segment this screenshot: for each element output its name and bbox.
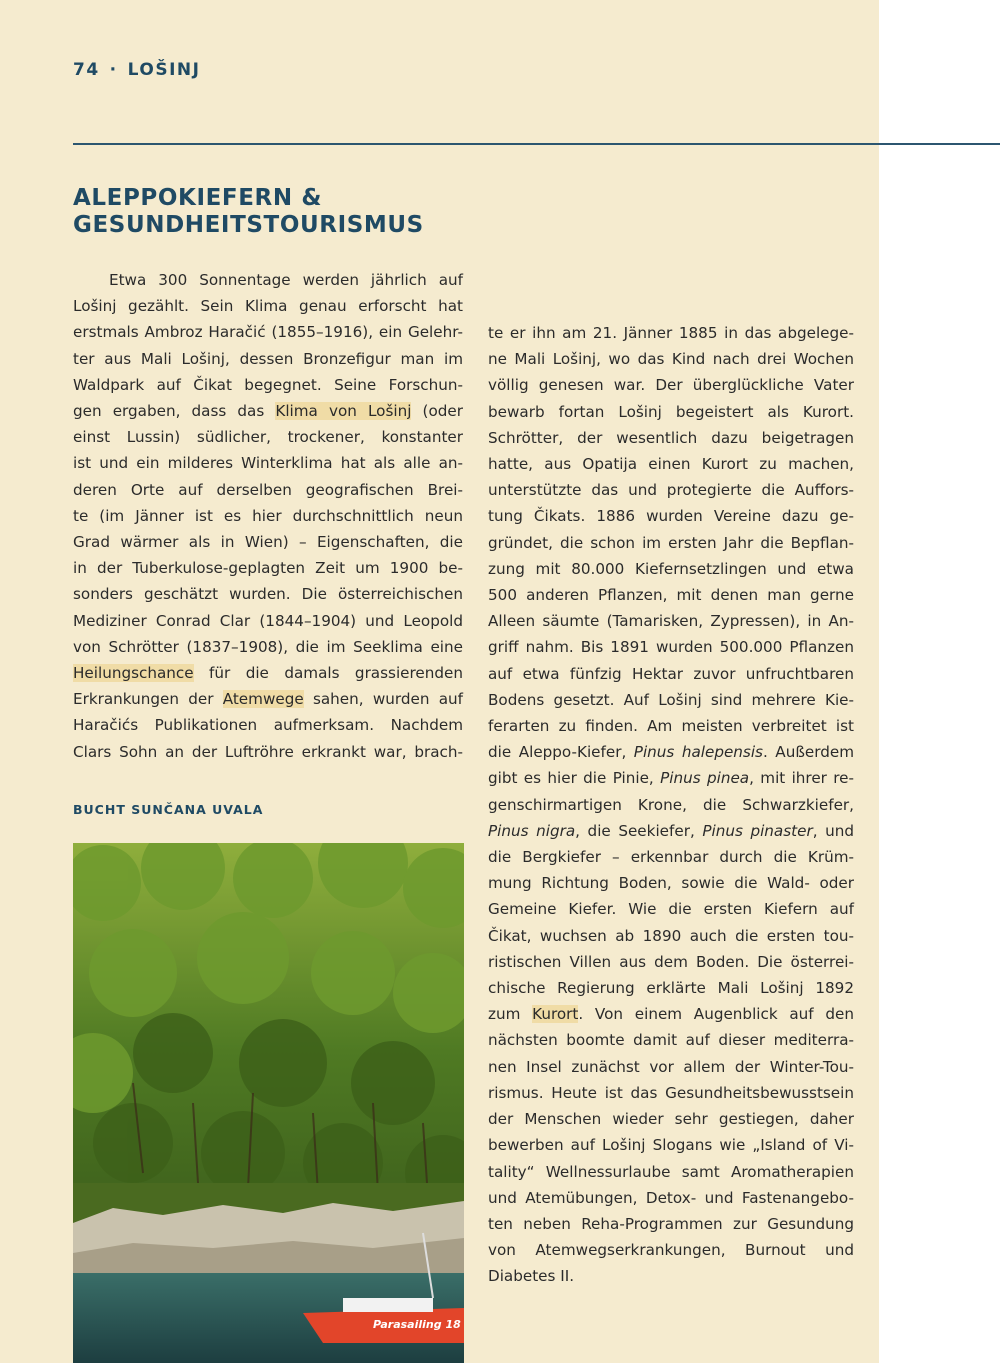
highlight-heilungschance: Heilungschance xyxy=(73,664,194,683)
text-line: unterstützte das und protegierte die Auffors- xyxy=(488,481,854,500)
text-line: Gemeine Kiefer. Wie die ersten Kiefern auf xyxy=(488,900,854,919)
text-line: nächsten boomte damit auf dieser mediterra- xyxy=(488,1031,854,1050)
text-line xyxy=(488,818,854,844)
text-line: gründet, die schon im ersten Jahr die Bepflan- xyxy=(488,533,854,552)
text-line xyxy=(73,686,463,712)
text-column-right xyxy=(488,320,854,1290)
highlight-atemwege: Atemwege xyxy=(222,690,304,709)
text-line xyxy=(488,765,854,791)
page-number: 74 xyxy=(73,60,100,80)
text-line: bewarb fortan Lošinj begeistert als Kurort. xyxy=(488,402,854,421)
text-line: nen Insel zunächst vor allem der Winter-Tou- xyxy=(488,1057,854,1076)
text-line: te (im Jänner ist es hier durchschnittlich neun xyxy=(73,506,463,525)
photo-bay xyxy=(73,843,464,1363)
text-line: von Schrötter (1837–1908), die im Seeklima eine xyxy=(73,637,463,656)
text-line xyxy=(73,398,463,424)
text-line: auf etwa fünfzig Hektar zuvor unfruchtbaren xyxy=(488,664,854,683)
text-line: sonders geschätzt wurden. Die österreichischen xyxy=(73,585,463,604)
text-line: ristischen Villen aus dem Boden. Die österrei- xyxy=(488,952,854,971)
text-run: zum xyxy=(488,1005,533,1024)
boat-label: Parasailing 18 xyxy=(373,1318,461,1331)
text-run: , die Seekiefer, xyxy=(575,821,703,840)
text-line xyxy=(488,1001,854,1027)
text-run: , mit ihrer re- xyxy=(749,769,854,788)
text-line: Haračićs Publikationen aufmerksam. Nachdem xyxy=(73,716,463,735)
text-line: Diabetes II. xyxy=(488,1267,575,1286)
text-line: Lošinj gezählt. Sein Klima genau erforscht hat xyxy=(73,297,463,316)
text-line: erstmals Ambroz Haračić (1855–1916), ein Gelehr- xyxy=(73,323,463,342)
text-line: und Atemübungen, Detox- und Fastenangebo- xyxy=(488,1188,854,1207)
text-line: völlig genesen war. Der überglückliche Vater xyxy=(488,376,854,395)
text-line: ferarten zu finden. Am meisten verbreitet ist xyxy=(488,717,854,736)
text-run: , und xyxy=(812,821,854,840)
header-separator: · xyxy=(109,60,118,80)
running-header xyxy=(73,60,200,80)
section-name: LOŠINJ xyxy=(127,60,201,80)
text-run: für die damals grassierenden xyxy=(193,664,463,683)
species-name: Pinus pinaster xyxy=(702,821,813,840)
text-line: mung Richtung Boden, sowie die Wald- oder xyxy=(488,874,854,893)
text-line: ne Mali Lošinj, wo das Kind nach drei Wochen xyxy=(488,350,854,369)
highlight-klima: Klima von Lošinj xyxy=(275,402,412,421)
species-name: Pinus halepensis xyxy=(633,743,763,762)
text-line: Etwa 300 Sonnentage werden jährlich auf xyxy=(109,271,463,289)
species-name: Pinus pinea xyxy=(660,769,750,788)
text-line: der Menschen wieder sehr gestiegen, daher xyxy=(488,1110,854,1129)
text-line: zung mit 80.000 Kiefernsetzlingen und etwa xyxy=(488,559,854,578)
text-line: die Bergkiefer – erkennbar durch die Krüm- xyxy=(488,848,854,867)
text-line: te er ihn am 21. Jänner 1885 in das abgelege- xyxy=(488,324,854,342)
text-line: deren Orte auf derselben geografischen Brei- xyxy=(73,480,463,499)
text-run: gibt es hier die Pinie, xyxy=(488,769,661,788)
text-line xyxy=(73,660,463,686)
title-line-2: GESUNDHEITSTOURISMUS xyxy=(73,212,424,238)
text-line: tality“ Wellnessurlaube samt Aromatherapien xyxy=(488,1162,854,1181)
text-run: sahen, wurden auf xyxy=(303,690,463,709)
text-column-left xyxy=(73,267,463,765)
photo-caption: BUCHT SUNČANA UVALA xyxy=(73,802,264,817)
text-line: rismus. Heute ist das Gesundheitsbewusstsein xyxy=(488,1083,854,1102)
text-line: tung Čikats. 1886 wurden Vereine dazu ge- xyxy=(488,507,854,526)
text-line: Bodens gesetzt. Auf Lošinj sind mehrere Kie- xyxy=(488,690,854,709)
text-run: Erkrankungen der xyxy=(73,690,223,709)
header-rule xyxy=(73,143,1000,145)
text-run: (oder xyxy=(411,402,463,421)
text-line: Schrötter, der wesentlich dazu beigetragen xyxy=(488,428,854,447)
species-name: Pinus nigra xyxy=(488,821,576,840)
text-line: ten neben Reha-Programmen zur Gesundung xyxy=(488,1214,854,1233)
text-line: von Atemwegserkrankungen, Burnout und xyxy=(488,1241,854,1260)
text-run: die Aleppo-Kiefer, xyxy=(488,743,634,762)
text-line: griff nahm. Bis 1891 wurden 500.000 Pflanzen xyxy=(488,638,854,657)
text-line: einst Lussin) südlicher, trockener, konstanter xyxy=(73,428,463,447)
text-line: Waldpark auf Čikat begegnet. Seine Forschun- xyxy=(73,375,463,394)
highlight-kurort: Kurort xyxy=(532,1005,579,1024)
text-line: Čikat, wuchsen ab 1890 auch die ersten tou- xyxy=(488,926,854,945)
text-line: chische Regierung erklärte Mali Lošinj 1892 xyxy=(488,979,854,998)
text-line xyxy=(488,739,854,765)
photo-illustration xyxy=(73,843,464,1363)
text-line: Alleen säumte (Tamarisken, Zypressen), in An- xyxy=(488,612,854,631)
title-line-1: ALEPPOKIEFERN & xyxy=(73,185,322,211)
text-run: gen ergaben, dass das xyxy=(73,402,276,421)
text-run: . Von einem Augenblick auf den xyxy=(578,1005,854,1024)
text-line: Grad wärmer als in Wien) – Eigenschaften, die xyxy=(73,533,463,552)
text-line: in der Tuberkulose-geplagten Zeit um 1900 be- xyxy=(73,559,463,578)
text-line: ist und ein milderes Winterklima hat als alle an- xyxy=(73,454,463,473)
text-line: 500 anderen Pflanzen, mit denen man gerne xyxy=(488,586,854,605)
text-line: ter aus Mali Lošinj, dessen Bronzefigur man im xyxy=(73,349,463,368)
text-line: genschirmartigen Krone, die Schwarzkiefer, xyxy=(488,795,854,814)
text-line: bewerben auf Lošinj Slogans wie „Island of Vi- xyxy=(488,1136,854,1155)
text-line: Mediziner Conrad Clar (1844–1904) und Leopold xyxy=(73,611,463,630)
text-run: . Außerdem xyxy=(762,743,854,762)
article-title xyxy=(73,185,473,239)
text-line: Clars Sohn an der Luftröhre erkrankt war, brach- xyxy=(73,742,463,761)
text-line: hatte, aus Opatija einen Kurort zu machen, xyxy=(488,455,854,474)
